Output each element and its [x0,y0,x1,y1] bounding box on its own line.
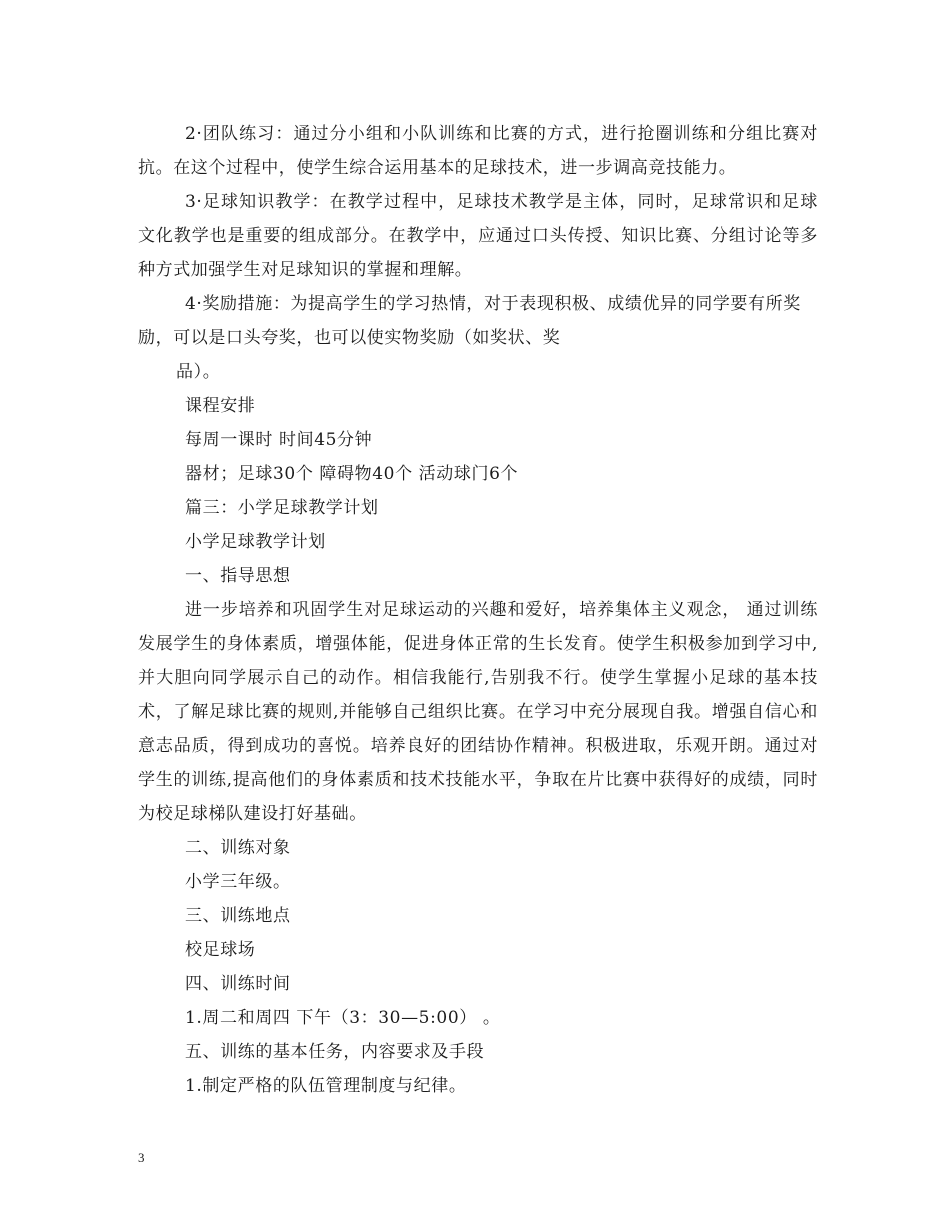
document-body [138,117,818,1103]
line-location: 校足球场 [185,940,256,960]
line-equipment: 器材；足球30个 障碍物40个 活动球门6个 [185,464,519,484]
section-heading-basic-tasks: 五、训练的基本任务，内容要求及手段 [185,1042,485,1062]
section-heading-training-location: 三、训练地点 [185,906,291,926]
section-heading-training-time: 四、训练时间 [185,974,291,994]
paragraph-rewards: 4·奖励措施：为提高学生的学习热情，对于表现积极、成绩优异的同学要有所奖励，可以是口头夸奖，也可以使实物奖励（如奖状、奖 [138,294,801,348]
paragraph-rewards-continued: 品）。 [176,362,221,382]
line-team-rules: 1.制定严格的队伍管理制度与纪律。 [185,1076,467,1096]
paragraph-team-practice: 2·团队练习：通过分小组和小队训练和比赛的方式，进行抢圈训练和分组比赛对抗。在这个过程中，使学生综合运用基本的足球技术，进一步调高竞技能力。 [138,124,818,178]
line-weekly-time: 每周一课时 时间45分钟 [185,430,373,450]
section-heading-guiding-thought: 一、指导思想 [185,566,291,586]
line-plan-title: 小学足球教学计划 [185,532,326,552]
section-heading-training-target: 二、训练对象 [185,838,291,858]
paragraph-guiding-thought: 进一步培养和巩固学生对足球运动的兴趣和爱好，培养集体主义观念， 通过训练发展学生的身体素质，增强体能，促进身体正常的生长发育。使学生积极参加到学习中,并大胆向同学展示自己的动作。相信我能行,告别我不行。使学生掌握小足球的基本技术，了解足球比赛的规则,并能够自己组织比赛。在学习中充分展现自我。增强自信心和意志品质，得到成功的喜悦。培养良好的团结协作精神。积极进取，乐观开朗。通过对学生的训练,提高他们的身体素质和技术技能水平，争取在片比赛中获得好的成绩，同时为校足球梯队建设打好基础。 [138,600,818,824]
page-number: 3 [138,1150,145,1165]
line-training-time: 1.周二和周四 下午（3：30—5:00） 。 [185,1008,501,1028]
line-course-schedule: 课程安排 [185,396,256,416]
paragraph-football-knowledge: 3·足球知识教学：在教学过程中，足球技术教学是主体，同时，足球常识和足球文化教学也是重要的组成部分。在教学中，应通过口头传授、知识比赛、分组讨论等多种方式加强学生对足球知识的掌握和理解。 [138,192,818,280]
line-chapter-three: 篇三：小学足球教学计划 [185,498,379,518]
line-grade: 小学三年级。 [185,872,291,892]
